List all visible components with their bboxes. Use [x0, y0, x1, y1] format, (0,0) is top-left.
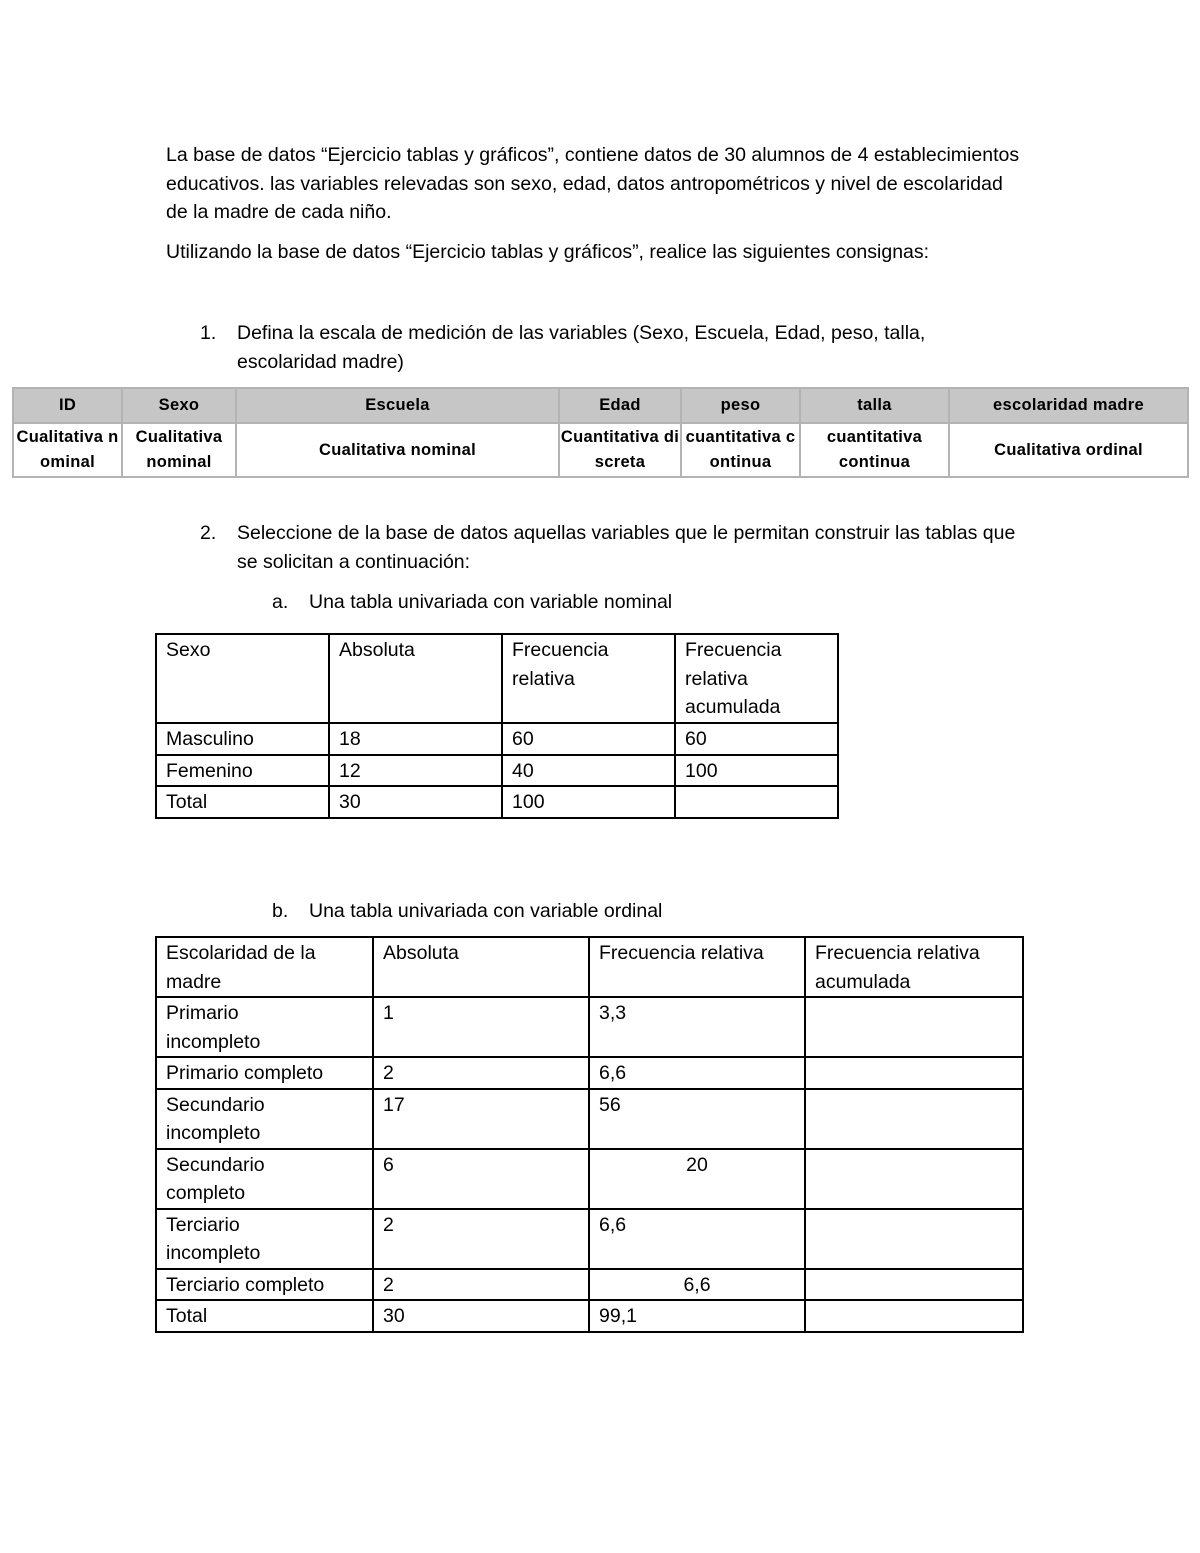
table-cell: Terciario completo — [156, 1269, 373, 1301]
question-2b-text: Una tabla univariada con variable ordinal — [309, 900, 663, 922]
table-cell: 1 — [373, 997, 589, 1057]
table-header-cell: Frecuencia relativa acumulada — [675, 634, 838, 723]
table-cell: Terciario incompleto — [156, 1209, 373, 1269]
table-cell — [589, 1149, 805, 1209]
table-cell — [805, 1300, 1023, 1332]
scale-table-value-row — [13, 423, 1188, 477]
scale-value-escuela: Cualitativa nominal — [236, 423, 559, 477]
table-cell: 6,6 — [589, 1057, 805, 1089]
table-cell: 2 — [373, 1057, 589, 1089]
table-cell: 2 — [373, 1209, 589, 1269]
scale-header-edad: Edad — [559, 388, 681, 423]
table-cell: 12 — [329, 755, 502, 787]
table-cell — [589, 1269, 805, 1301]
table-cell: Total — [156, 786, 329, 818]
scale-value-peso: cuantitativa continua — [681, 423, 800, 477]
intro-paragraph-2: Utilizando la base de datos “Ejercicio tablas y gráficos”, realice las siguientes consignas: — [166, 241, 930, 263]
table-cell — [805, 1089, 1023, 1149]
table-header-cell: Absoluta — [373, 937, 589, 997]
table-cell — [805, 1269, 1023, 1301]
table-row — [156, 1300, 1023, 1332]
table-cell: 6,6 — [589, 1209, 805, 1269]
table-cell: 99,1 — [589, 1300, 805, 1332]
table-cell — [805, 997, 1023, 1057]
table-cell: Total — [156, 1300, 373, 1332]
table-header-cell: Absoluta — [329, 634, 502, 723]
intro-paragraph-1: La base de datos “Ejercicio tablas y gráficos”, contiene datos de 30 alumnos de 4 establecimientos educativos. las variables relevadas son sexo, edad, datos antropométricos y nivel de escolaridad de la madre de cada niño. — [166, 144, 1020, 223]
scale-value-escolaridad: Cualitativa ordinal — [949, 423, 1188, 477]
table-cell — [805, 1057, 1023, 1089]
table-cell: 6 — [373, 1149, 589, 1209]
table-cell: 60 — [502, 723, 675, 755]
table-cell: 40 — [502, 755, 675, 787]
table-cell: Primario incompleto — [156, 997, 373, 1057]
table-cell — [805, 1149, 1023, 1209]
scale-table-header-row — [13, 388, 1188, 423]
table-row — [156, 1269, 1023, 1301]
table-row — [156, 786, 838, 818]
table-cell-value: 20 — [686, 1153, 708, 1176]
table-cell — [805, 1209, 1023, 1269]
scale-header-talla: talla — [800, 388, 949, 423]
table-row — [156, 937, 1023, 997]
table-cell: Femenino — [156, 755, 329, 787]
table-row — [156, 1057, 1023, 1089]
scale-header-sexo: Sexo — [122, 388, 236, 423]
question-2a-letter: a. — [272, 591, 289, 613]
table-cell: 17 — [373, 1089, 589, 1149]
table-sexo — [155, 633, 839, 819]
question-2a-text: Una tabla univariada con variable nominal — [309, 591, 673, 613]
scale-value-edad: Cuantitativa discreta — [559, 423, 681, 477]
scale-header-id: ID — [13, 388, 122, 423]
scale-header-peso: peso — [681, 388, 800, 423]
question-2-number: 2. — [200, 522, 217, 544]
table-row — [156, 634, 838, 723]
table-row — [156, 723, 838, 755]
table-header-cell: Sexo — [156, 634, 329, 723]
table-cell — [675, 786, 838, 818]
table-row — [156, 1089, 1023, 1149]
table-cell: 100 — [502, 786, 675, 818]
table-row — [156, 997, 1023, 1057]
table-cell: 18 — [329, 723, 502, 755]
question-2b-letter: b. — [272, 900, 289, 922]
table-row — [156, 755, 838, 787]
table-cell: Secundario incompleto — [156, 1089, 373, 1149]
table-row — [156, 1209, 1023, 1269]
table-cell: 56 — [589, 1089, 805, 1149]
table-row — [156, 1149, 1023, 1209]
table-escolaridad — [155, 936, 1024, 1333]
table-header-cell: Frecuencia relativa acumulada — [805, 937, 1023, 997]
scale-value-id: Cualitativa nominal — [13, 423, 122, 477]
table-header-cell: Escolaridad de la madre — [156, 937, 373, 997]
scale-value-sexo: Cualitativa nominal — [122, 423, 236, 477]
question-1-number: 1. — [200, 322, 217, 344]
scale-header-escuela: Escuela — [236, 388, 559, 423]
scale-value-talla: cuantitativa continua — [800, 423, 949, 477]
table-cell-value: 6,6 — [683, 1273, 711, 1296]
table-cell: Primario completo — [156, 1057, 373, 1089]
table-cell: 100 — [675, 755, 838, 787]
table-header-cell: Frecuencia relativa — [502, 634, 675, 723]
table-cell: Masculino — [156, 723, 329, 755]
table-cell: 2 — [373, 1269, 589, 1301]
question-1-text: Defina la escala de medición de las variables (Sexo, Escuela, Edad, peso, talla, escolaridad madre) — [237, 322, 926, 373]
scale-table — [12, 387, 1189, 478]
table-header-cell: Frecuencia relativa — [589, 937, 805, 997]
scale-header-escolaridad: escolaridad madre — [949, 388, 1188, 423]
table-cell: 30 — [329, 786, 502, 818]
table-cell: Secundario completo — [156, 1149, 373, 1209]
table-cell: 30 — [373, 1300, 589, 1332]
table-cell: 3,3 — [589, 997, 805, 1057]
table-cell: 60 — [675, 723, 838, 755]
question-2-text: Seleccione de la base de datos aquellas variables que le permitan construir las tablas que se solicitan a continuación: — [237, 522, 1016, 573]
